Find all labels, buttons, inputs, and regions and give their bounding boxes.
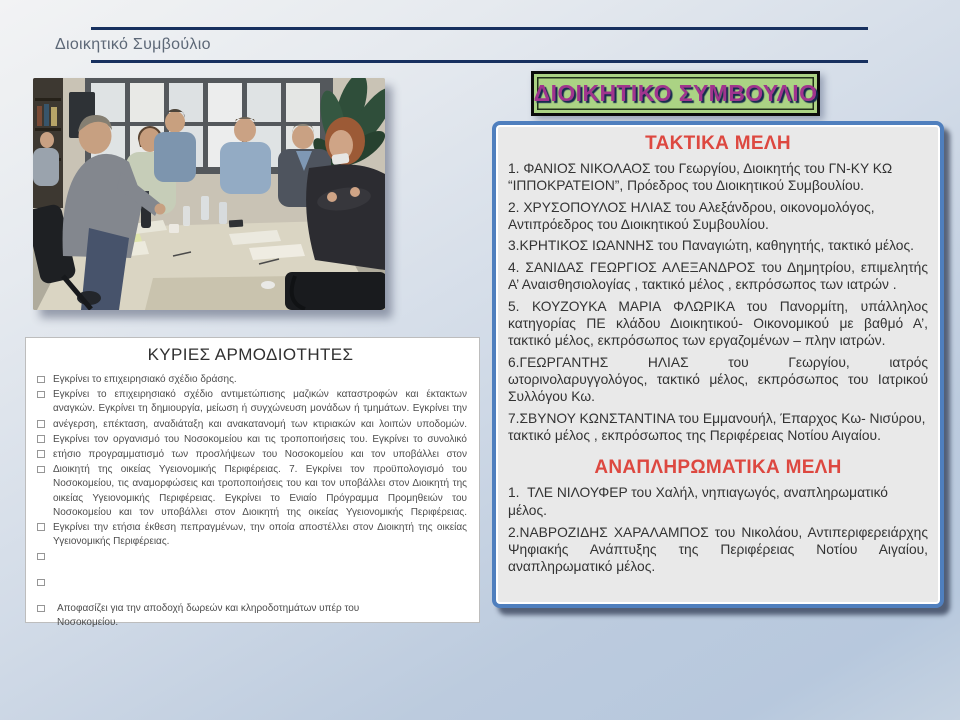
slide-header-title: Διοικητικό Συμβούλιο bbox=[55, 36, 211, 53]
regular-members-heading: ΤΑΚΤΙΚΑ ΜΕΛΗ bbox=[645, 133, 791, 154]
meeting-scene-illustration bbox=[33, 78, 385, 310]
regular-member-item: 2. ΧΡΥΣΟΠΟΥΛΟΣ ΗΛΙΑΣ του Αλεξάνδρου, οικονομολόγος, Αντιπρόεδρος του Διοικητικού Συμβουλίου. bbox=[508, 200, 875, 233]
title-banner-label: ΔΙΟΙΚΗΤΙΚΟ ΣΥΜΒΟΥΛΙΟ bbox=[533, 80, 818, 106]
duty-item: Εγκρίνει το επιχειρησιακό σχέδιο δράσης. bbox=[34, 373, 467, 387]
alternate-member-item: 1. ΤΛΕ ΝΙΛΟΥΦΕΡ του Χαλήλ, νηπιαγωγός, αναπληρωματικό μέλος. bbox=[508, 485, 888, 518]
checkbox-bullet-icon bbox=[37, 435, 45, 443]
regular-member-item: 6.ΓΕΩΡΓΑΝΤΗΣ ΗΛΙΑΣ του Γεωργίου, ιατρός ωτορινολαρυγγολόγος, τακτικό μέλος, εκπρόσωπος του Ιατρικού Συλλόγου Κω. bbox=[508, 355, 928, 405]
checkbox-bullet-icon bbox=[37, 553, 45, 561]
duties-list bbox=[34, 373, 467, 631]
duties-box bbox=[25, 337, 480, 629]
checkbox-bullet-icon bbox=[37, 450, 45, 458]
board-meeting-photo bbox=[33, 78, 385, 310]
duties-heading: ΚΥΡΙΕΣ ΑΡΜΟΔΙΟΤΗΤΕΣ bbox=[147, 345, 354, 364]
regular-member-item: 5. ΚΟΥΖΟΥΚΑ ΜΑΡΙΑ ΦΛΩΡΙΚΑ του Πανορμίτη, υπάλληλος κατηγορίας ΠΕ κλάδου Διοικητικού- Οικονομικού με βαθμό Α’, τακτικό μέλος, εκπρόσωπος των εργαζομένων – πλην ιατρών. bbox=[508, 298, 928, 348]
regular-member-item: 1. ΦΑΝΙΟΣ ΝΙΚΟΛΑΟΣ του Γεωργίου, Διοικητής του ΓΝ-ΚΥ ΚΩ “ΙΠΠΟΚΡΑΤΕΙΟΝ”, Πρόεδρος του Διοικητικού Συμβουλίου. bbox=[508, 161, 893, 194]
duty-item: Εγκρίνει το επιχειρησιακό σχέδιο αντιμετώπισης μαζικών καταστροφών και έκτακτων αναγκών. Εγκρίνει τη δημιουργία, μείωση ή συγχώνευση μονάδων ή τμημάτων. Εγκρίνει την bbox=[34, 388, 467, 416]
alternate-member-item: 2.ΝΑΒΡΟΖΙΔΗΣ ΧΑΡΑΛΑΜΠΟΣ του Νικολάου, Αντιπεριφερειάρχης Ψηφιακής Ανάπτυξης της Περιφέρειας Νοτίου Αιγαίου, αναπληρωματικό μέλος. bbox=[508, 524, 928, 574]
regular-member-item: 3.ΚΡΗΤΙΚΟΣ ΙΩΑΝΝΗΣ του Παναγιώτη, καθηγητής, τακτικό μέλος. bbox=[508, 238, 914, 254]
top-divider-line bbox=[91, 27, 868, 30]
duty-item-empty bbox=[34, 576, 467, 601]
header-underline bbox=[91, 60, 868, 63]
regular-member-item: 4. ΣΑΝΙΔΑΣ ΓΕΩΡΓΙΟΣ ΑΛΕΞΑΝΔΡΟΣ του Δημητρίου, επιμελητής Α’ Αναισθησιολογίας , τακτικό μέλος , εκπρόσωπος των ιατρών . bbox=[508, 259, 928, 292]
checkbox-bullet-icon bbox=[37, 376, 45, 384]
checkbox-bullet-icon bbox=[37, 523, 45, 531]
checkbox-bullet-icon bbox=[37, 579, 45, 587]
members-panel bbox=[492, 121, 944, 608]
duty-item: ετήσιο προγραμματισμό των προσλήψεων του Νοσοκομείου και τον υποβάλλει στον bbox=[34, 448, 467, 462]
checkbox-bullet-icon bbox=[37, 605, 45, 613]
duty-item: Εγκρίνει τον οργανισμό του Νοσοκομείου και τις τροποποιήσεις του. Εγκρίνει το συνολικό bbox=[34, 433, 467, 447]
checkbox-bullet-icon bbox=[37, 420, 45, 428]
duty-item-empty bbox=[34, 550, 467, 575]
alternate-members-heading: ΑΝΑΠΛΗΡΩΜΑΤΙΚΑ ΜΕΛΗ bbox=[594, 457, 842, 479]
duty-item: ανέγερση, επέκταση, αναδιάταξη και ανακατανομή των κτιριακών και λοιπών υποδομών. bbox=[34, 418, 467, 432]
regular-member-item: 7.ΣΒΥΝΟΥ ΚΩΝΣΤΑΝΤΙΝΑ του Εμμανουήλ, Έπαρχος Κω- Νισύρου, τακτικό μέλος , εκπρόσωπος της Περιφέρειας Νοτίου Αιγαίου. bbox=[508, 411, 926, 444]
checkbox-bullet-icon bbox=[37, 391, 45, 399]
checkbox-bullet-icon bbox=[37, 466, 45, 474]
title-banner bbox=[531, 71, 820, 116]
duty-item: Εγκρίνει την ετήσια έκθεση πεπραγμένων, την οποία αποστέλλει στον Διοικητή της οικείας Υγειονομικής Περιφέρειας. bbox=[34, 521, 467, 549]
duty-item: Διοικητή της οικείας Υγειονομικής Περιφέρειας. 7. Εγκρίνει τον προϋπολογισμό του Νοσοκομείου, τις αναμορφώσεις και τροποποιήσεις του και τον υποβάλλει στον Διοικητή της οικείας Υγειονομικής Περιφέρειας. Εγκρίνει το Ενιαίο Πρόγραμμα Προμηθειών του Νοσοκομείου και τον υποβάλλει στον Διοικητή της οικείας Υγειονομικής Περιφέρειας. bbox=[34, 463, 467, 520]
duty-item: Αποφασίζει για την αποδοχή δωρεών και κληροδοτημάτων υπέρ του Νοσοκομείου. bbox=[34, 602, 419, 630]
